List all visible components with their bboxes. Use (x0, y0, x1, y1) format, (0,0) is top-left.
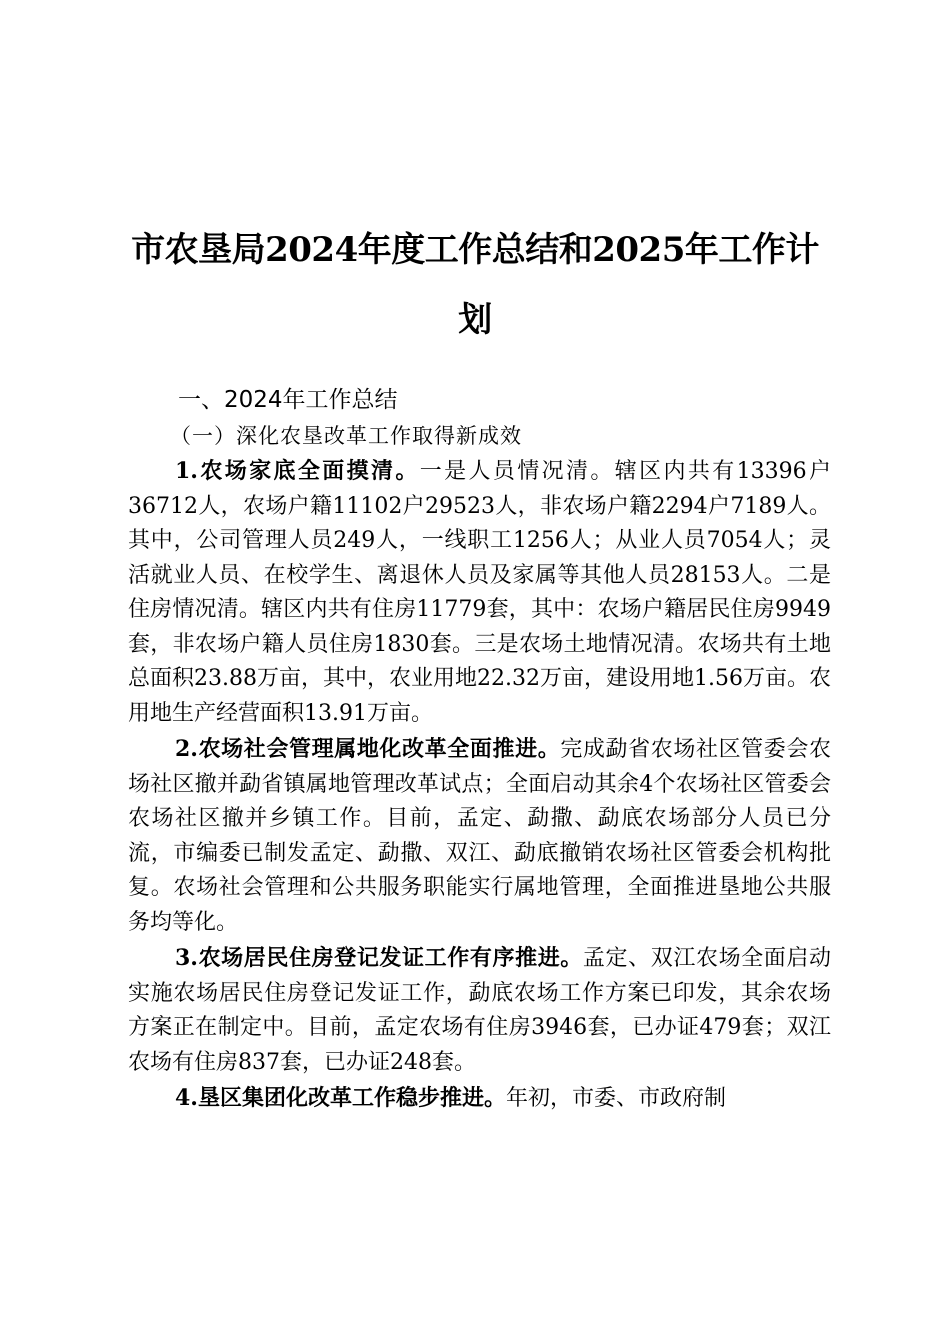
paragraph-text: 孟定、双江农场全面启动实施农场居民住房登记发证工作，勐底农场工作方案已印发，其余农场方案正在制定中。目前，孟定农场有住房3946套，已办证479套；双江农场有住房837套，已办证248套。 (128, 946, 831, 1075)
paragraph-lead: 4.垦区集团化改革工作稳步推进。 (175, 1085, 506, 1111)
paragraph-2 (128, 732, 831, 940)
document-title: 市农垦局2024年度工作总结和2025年工作计划 (131, 230, 819, 340)
paragraph-text: 一是人员情况清。辖区内共有13396户36712人，农场户籍11102户29523人，非农场户籍2294户7189人。其中，公司管理人员249人，一线职工1256人；从业人员7054人；灵活就业人员、在校学生、离退休人员及家属等其他人员28153人。二是住房情况清。辖区内共有住房11779套，其中：农场户籍居民住房9949套，非农场户籍人员住房1830套。三是农场土地情况清。农场共有土地总面积23.88万亩，其中，农业用地22.32万亩，建设用地1.56万亩。农用地生产经营面积13.91万亩。 (128, 459, 831, 726)
paragraph-4 (128, 1081, 831, 1117)
paragraph-text: 完成勐省农场社区管委会农场社区撤并勐省镇属地管理改革试点；全面启动其余4个农场社区管委会农场社区撤并乡镇工作。目前，孟定、勐撒、勐底农场部分人员已分流，市编委已制发孟定、勐撒、双江、勐底撤销农场社区管委会机构批复。农场社会管理和公共服务职能实行属地管理，全面推进垦地公共服务均等化。 (128, 737, 831, 935)
subsection-heading: （一）深化农垦改革工作取得新成效 (170, 424, 522, 448)
document-body (128, 454, 831, 1118)
paragraph-1 (128, 454, 831, 731)
section-heading: 一、2024年工作总结 (178, 387, 398, 413)
paragraph-3 (128, 941, 831, 1080)
paragraph-lead: 1.农场家底全面摸清。 (175, 458, 420, 484)
paragraph-lead: 3.农场居民住房登记发证工作有序推进。 (175, 945, 583, 971)
paragraph-text: 年初，市委、市政府制 (505, 1086, 726, 1111)
paragraph-lead: 2.农场社会管理属地化改革全面推进。 (175, 736, 561, 762)
